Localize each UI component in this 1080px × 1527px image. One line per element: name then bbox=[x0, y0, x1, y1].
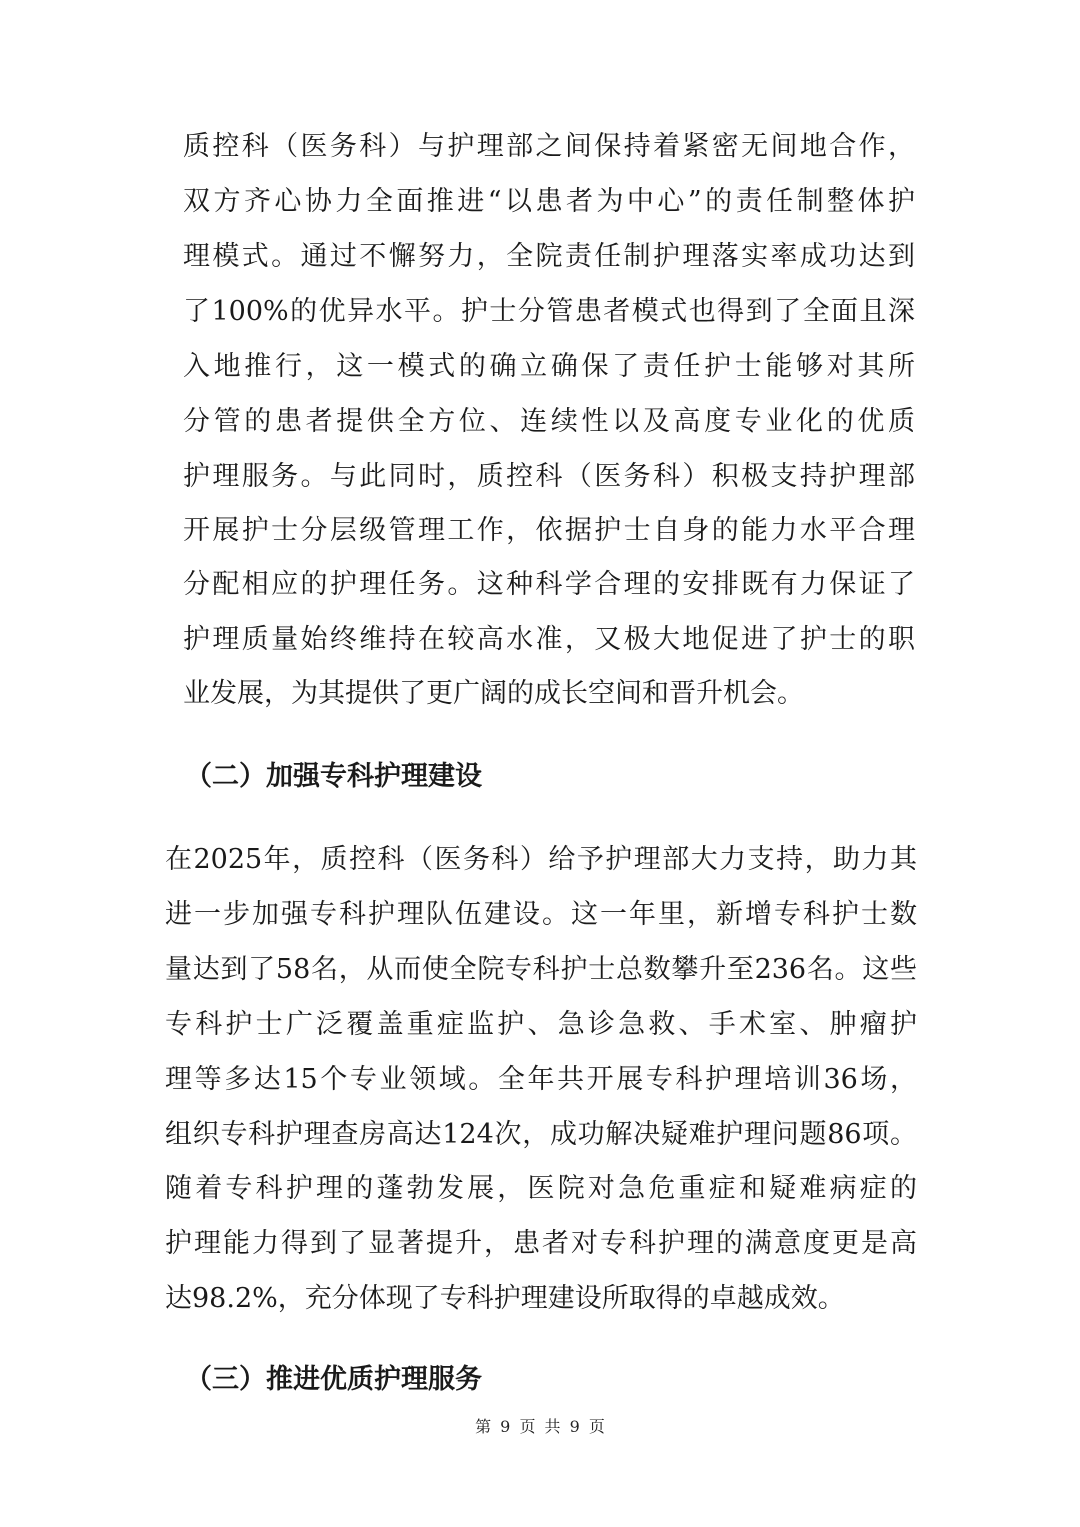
text-line: 质控科（医务科）与护理部之间保持着紧密无间地合作， bbox=[183, 131, 915, 162]
text-line: 在2025年，质控科（医务科）给予护理部大力支持，助力其 bbox=[165, 844, 917, 875]
section-heading-3: （三）推进优质护理服务 bbox=[185, 1364, 482, 1395]
text-line: 了100%的优异水平。护士分管患者模式也得到了全面且深 bbox=[183, 296, 915, 327]
text-line: 理模式。通过不懈努力，全院责任制护理落实率成功达到 bbox=[183, 241, 915, 272]
text-line: 双方齐心协力全面推进“以患者为中心”的责任制整体护 bbox=[183, 186, 915, 217]
text-line: 专科护士广泛覆盖重症监护、急诊急救、手术室、肿瘤护 bbox=[165, 1009, 917, 1040]
text-line: 入地推行，这一模式的确立确保了责任护士能够对其所 bbox=[183, 351, 915, 382]
text-line: 护理服务。与此同时，质控科（医务科）积极支持护理部 bbox=[183, 461, 915, 492]
page-number-footer: 第 9 页 共 9 页 bbox=[475, 1417, 605, 1436]
text-line: 量达到了58名，从而使全院专科护士总数攀升至236名。这些 bbox=[165, 954, 917, 985]
text-line: 护理质量始终维持在较高水准，又极大地促进了护士的职 bbox=[183, 624, 915, 655]
text-line: 开展护士分层级管理工作，依据护士自身的能力水平合理 bbox=[183, 515, 915, 546]
text-line: 分配相应的护理任务。这种科学合理的安排既有力保证了 bbox=[183, 569, 915, 600]
text-line: 业发展，为其提供了更广阔的成长空间和晋升机会。 bbox=[183, 678, 804, 709]
text-line: 随着专科护理的蓬勃发展，医院对急危重症和疑难病症的 bbox=[165, 1173, 917, 1204]
text-line: 理等多达15个专业领域。全年共开展专科护理培训36场， bbox=[165, 1064, 917, 1095]
text-line: 护理能力得到了显著提升，患者对专科护理的满意度更是高 bbox=[165, 1228, 917, 1259]
text-line: 分管的患者提供全方位、连续性以及高度专业化的优质 bbox=[183, 406, 915, 437]
section-heading-2: （二）加强专科护理建设 bbox=[185, 761, 482, 792]
text-line: 进一步加强专科护理队伍建设。这一年里，新增专科护士数 bbox=[165, 899, 917, 930]
text-line: 组织专科护理查房高达124次，成功解决疑难护理问题86项。 bbox=[165, 1119, 917, 1150]
text-line: 达98.2%，充分体现了专科护理建设所取得的卓越成效。 bbox=[165, 1283, 845, 1314]
